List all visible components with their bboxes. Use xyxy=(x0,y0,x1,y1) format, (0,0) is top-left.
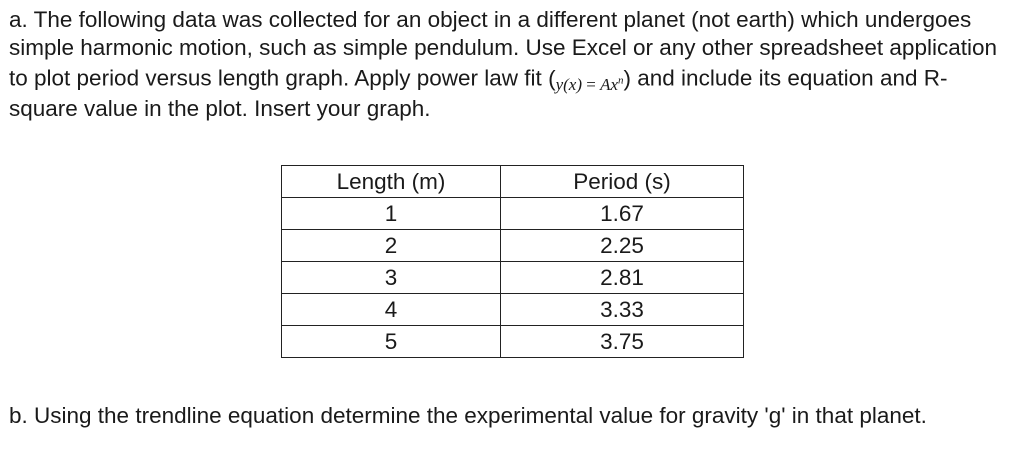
power-law-formula xyxy=(548,65,632,94)
part-a-text-after: and include its equation and R-square value in the plot. Insert your graph. xyxy=(9,65,948,121)
question-part-b: b. Using the trendline equation determine the experimental value for gravity 'g' in that planet. xyxy=(9,403,927,428)
cell-period: 1.67 xyxy=(501,198,744,230)
formula-exponent: n xyxy=(618,74,624,86)
formula-equals: = xyxy=(581,74,601,94)
table-row xyxy=(282,294,744,326)
formula-open-paren: ( xyxy=(548,65,556,91)
question-part-a xyxy=(9,6,1009,123)
cell-length: 2 xyxy=(282,230,501,262)
cell-period: 3.33 xyxy=(501,294,744,326)
data-table xyxy=(281,165,744,358)
table-row xyxy=(282,326,744,358)
cell-length: 4 xyxy=(282,294,501,326)
formula-close-paren: ) xyxy=(623,65,632,91)
cell-length: 3 xyxy=(282,262,501,294)
header-length: Length (m) xyxy=(282,166,501,198)
cell-period: 2.81 xyxy=(501,262,744,294)
header-period: Period (s) xyxy=(501,166,744,198)
table-header-row xyxy=(282,166,744,198)
formula-coefficient: Ax xyxy=(600,74,619,94)
cell-length: 1 xyxy=(282,198,501,230)
part-a-text-before: a. The following data was collected for an object in a different planet (not earth) which undergoes simple harmonic motion, such as simple pendulum. Use Excel or any other spreadsheet application to plot period versus length graph. Apply power law fit xyxy=(9,7,998,91)
cell-length: 5 xyxy=(282,326,501,358)
formula-lhs: y(x) xyxy=(555,74,582,94)
table-row xyxy=(282,230,744,262)
table-row xyxy=(282,198,744,230)
cell-period: 2.25 xyxy=(501,230,744,262)
cell-period: 3.75 xyxy=(501,326,744,358)
table-row xyxy=(282,262,744,294)
